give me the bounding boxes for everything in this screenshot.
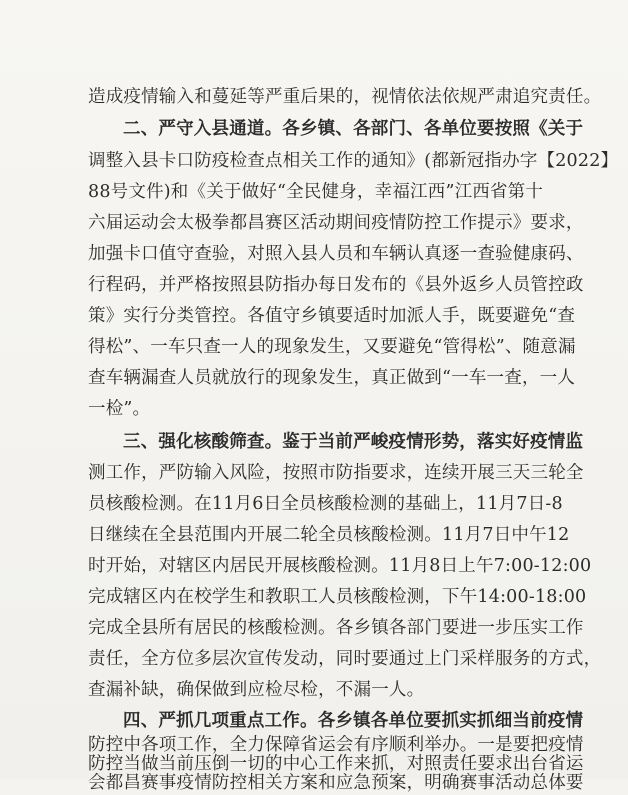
text-line: 行程码，并严格按照县防指办每日发布的《县外返乡人员管控政 (88, 275, 584, 295)
text-line: 完成辖区内在校学生和教职工人员核酸检测，下午14:00-18:00 (88, 587, 587, 607)
text-line: 六届运动会太极拳都昌赛区活动期间疫情防控工作提示》要求， (88, 213, 584, 233)
text-line: 加强卡口值守查验，对照入县人员和车辆认真逐一查验健康码、 (88, 244, 584, 264)
text-line: 防控中各项工作，全力保障省运会有序顺利举办。一是要把疫情 (88, 735, 584, 755)
text-line: 造成疫情输入和蔓延等严重后果的，视情依法依规严肃追究责任。 (88, 87, 602, 107)
text-line: 查车辆漏查人员就放行的现象发生，真正做到“一车一查，一人 (88, 368, 576, 388)
text-line: 员核酸检测。在11月6日全员核酸检测的基础上，11月7日-8 (88, 494, 563, 514)
text-line: 调整入县卡口防疫检查点相关工作的通知》(都新冠指办字【2022】 (88, 151, 619, 171)
text-line: 一检”。 (88, 399, 151, 419)
text-line: 时开始，对辖区内居民开展核酸检测。11月8日上午7:00-12:00 (88, 556, 592, 576)
section-heading-2: 二、严守入县通道。各乡镇、各部门、各单位要按照《关于 (123, 119, 584, 139)
section-heading-3: 三、强化核酸筛查。鉴于当前严峻疫情形势，落实好疫情监 (123, 432, 584, 452)
text-line: 防控当做当前压倒一切的中心工作来抓，对照责任要求出台省运 (88, 754, 584, 774)
text-line: 88号文件)和《关于做好“全民健身，幸福江西”江西省第十 (88, 182, 544, 202)
text-line: 策》实行分类管控。各值守乡镇要适时加派人手，既要避免“查 (88, 306, 576, 326)
text-line: 测工作，严防输入风险，按照市防指要求，连续开展三天三轮全 (88, 463, 584, 483)
text-line: 得松”、一车只查一人的现象发生，又要避免“管得松”、随意漏 (88, 337, 576, 357)
text-line: 日继续在全县范围内开展二轮全员核酸检测。11月7日中午12 (88, 525, 570, 545)
text-line: 责任，全方位多层次宣传发动，同时要通过上门采样服务的方式， (88, 649, 602, 669)
text-line: 查漏补缺，确保做到应检尽检，不漏一人。 (88, 680, 425, 700)
section-heading-4: 四、严抓几项重点工作。各乡镇各单位要抓实抓细当前疫情 (123, 711, 584, 731)
text-line: 完成全县所有居民的核酸检测。各乡镇各部门要进一步压实工作 (88, 618, 584, 638)
text-line: 会都昌赛事疫情防控相关方案和应急预案，明确赛事活动总体要 (88, 773, 584, 793)
